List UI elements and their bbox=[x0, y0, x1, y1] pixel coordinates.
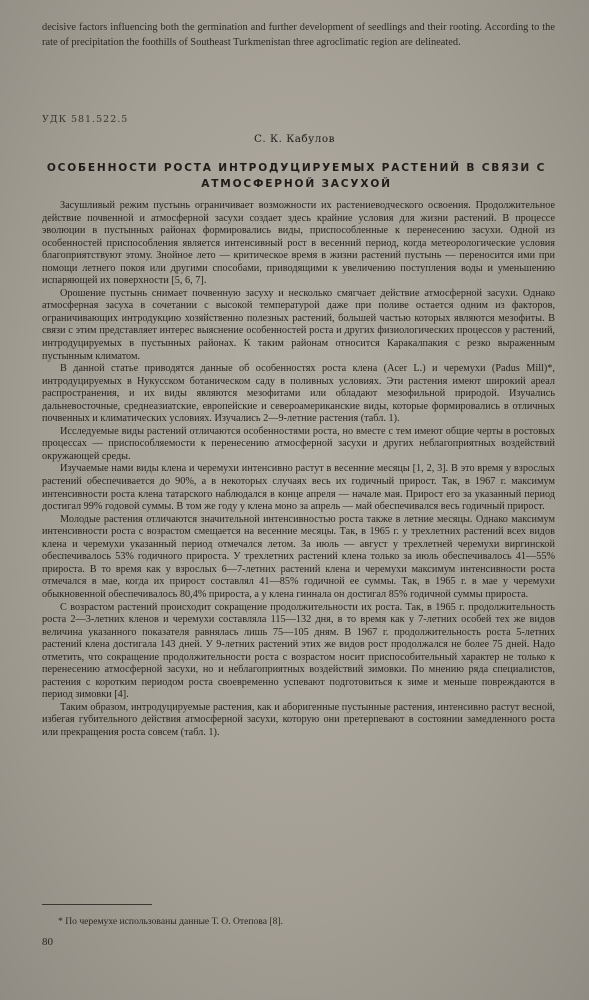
article-body bbox=[42, 200, 555, 740]
paragraph: Молодые растения отличаются значительной интенсивностью роста также в летние месяцы. Однако максимум интенсивности роста с возрастом смещается на весенние месяцы. Так, в 1965 г. у трехлетних растений всех видов клена и черемухи указанный период отмечался летом. За июль — август у трехлетней черемухи виргинской обеспечивалось 53% годичного прироста. У трехлетних растений клена только за июль обеспечивалось 41—55% прироста. В то время как у взрослых 6—7-летних растений клена и черемухи максимум интенсивности роста отмечался в мае, когда их прирост составлял 41—85% годичной ее суммы. Так, в 1965 г. в мае у черемухи обыкновенной обеспечивалось 80,4% прироста, а у клена гиннала он достигал 85% годичной суммы прироста. bbox=[42, 513, 555, 600]
abstract-tail: decisive factors influencing both the germination and further development of seedlings and their rooting. According to the rate of precipitation the foothills of Southeast Turkmenistan three agroclimatic region are delineated. bbox=[42, 22, 555, 48]
paragraph: Изучаемые нами виды клена и черемухи интенсивно растут в весенние месяцы [1, 2, 3]. В это время у взрослых растений обеспечивается до 90%, а в некоторых случаях весь их годичный прирост. Так, в 1967 г. максимум интенсивности роста клена татарского наблюдался в конце апреля — начале мая. Прирост его за указанный период достигал 99% годовой суммы. В том же году у клена моно за апрель — май обеспечивался весь годичный прирост. bbox=[42, 463, 555, 513]
paragraph: Таким образом, интродуцируемые растения, как и аборигенные пустынные растения, интенсивно растут весной, избегая губительного действия атмосферной засухи, которую они претерпевают в состоянии замедленного роста или прекращения роста совсем (табл. 1). bbox=[42, 701, 555, 738]
paragraph: С возрастом растений происходит сокращение продолжительности их роста. Так, в 1965 г. продолжительность роста 2—3-летних кленов и черемухи составляла 115—132 дня, в то время как у 7-летних особей тех же видов величина указанного показателя равнялась лишь 75—105 дням. В 1967 г. продолжительность роста 5-летних растений клена достигала 143 дней. У 9-летних растений этих же видов рост продолжался не более 75 дней. Надо отметить, что сокращение продолжительности роста с возрастом носит приспособительный характер не только к перенесению атмосферной засухи, но и неблагоприятных воздействий зимовки. По мнению ряда специалистов, растения с коротким периодом роста своевременно успевают подготовиться к зиме и меньше повреждаются в период зимовки [4]. bbox=[42, 601, 555, 701]
paragraph: Засушливый режим пустынь ограничивает возможности их растениеводческого освоения. Продолжительное действие почвенной и атмосферной засухи создает здесь крайние условия для жизни растений. В процессе эволюции в пустынных районах формировались виды, приспособленные к перенесению засухи. Одной из особенностей приспособления является интенсивный рост в весенний период, когда метеорологические условия благоприятствуют этому. Знойное лето — критическое время в жизни растений пустынь — переносится ими при помощи летнего покоя или другими способами, приводящими к увеличению поступления воды и уменьшению испаряющей их поверхности [5, 6, 7]. bbox=[42, 200, 555, 287]
paragraph: Исследуемые виды растений отличаются особенностями роста, но вместе с тем имеют общие черты в ростовых процессах — приспособляемости к перенесению атмосферной засухи и других неблагоприятных воздействий окружающей среды. bbox=[42, 425, 555, 462]
udc-code: УДК 581.522.5 bbox=[42, 114, 129, 125]
footnote-divider bbox=[42, 904, 152, 905]
author-name: С. К. Кабулов bbox=[253, 133, 335, 145]
paragraph: В данной статье приводятся данные об особенностях роста клена (Acer L.) и черемухи (Padus Mill)*, интродуцируемых в Нукусском ботаническом саду в поливных условиях. Эти растения имеют широкий ареал распространения, и их виды являются мезофитами или обладают мезофильной природой. Изучались дальневосточные, среднеазиатские, европейские и североамериканские виды, которые формировались в отличных почвенных и климатических условиях. Изучались 2—9-летние растения (табл. 1). bbox=[42, 363, 555, 425]
paragraph: Орошение пустынь снимает почвенную засуху и несколько смягчает действие атмосферной засухи. Однако атмосферная засуха в сочетании с высокой температурой даже при поливе остается одним из факторов, ограничивающих интродукцию хозяйственно полезных растений, большей частью которых являются мезофиты. В связи с этим представляет интерес выяснение особенностей роста и других физиологических процессов у растений, интродуцируемых в пустынных районах. К таким районам относится Каракалпакия с резко выраженным пустынным климатом. bbox=[42, 287, 555, 362]
footnote: * По черемухе использованы данные Т. О. Отепова [8]. bbox=[58, 916, 283, 927]
page-number: 80 bbox=[42, 936, 53, 948]
article-title: ОСОБЕННОСТИ РОСТА ИНТРОДУЦИРУЕМЫХ РАСТЕНИЙ В СВЯЗИ С АТМОСФЕРНОЙ ЗАСУХОЙ bbox=[46, 162, 547, 190]
